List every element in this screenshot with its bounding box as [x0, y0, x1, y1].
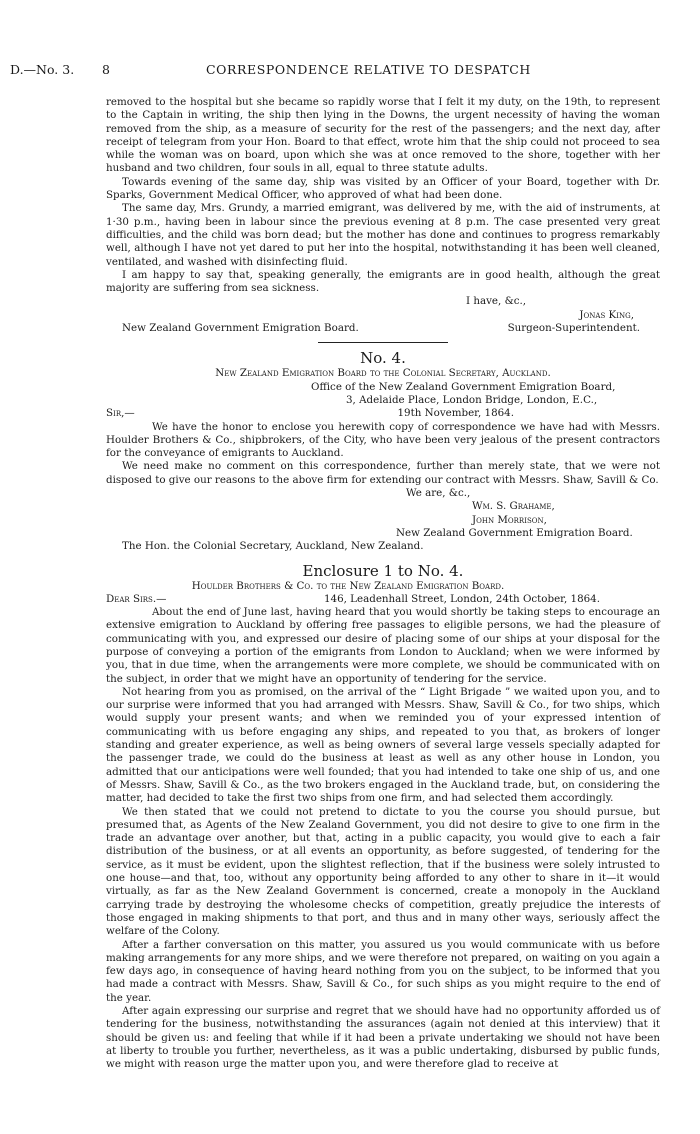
address-date: 146, Leadenhall Street, London, 24th October, 1864.: [323, 592, 600, 605]
paragraph: I am happy to say that, speaking generally, the emigrants are in good health, although the great majority are suffering from sea sickness.: [106, 268, 660, 295]
signature-name: Jonas King,: [579, 308, 634, 321]
section-divider: [318, 342, 448, 343]
recipient: New Zealand Government Emigration Board.: [122, 322, 359, 335]
paragraph: We have the honor to enclose you herewith copy of correspondence we have had with Messrs. Houlder Brothers & Co., shipbrokers, of the City, who have been very jealous of the present contractors for the conveyance of emigrants to Auckland.: [106, 420, 660, 460]
address-line: 3, Adelaide Place, London Bridge, London, E.C.,: [346, 393, 598, 406]
header-title: CORRESPONDENCE RELATIVE TO DESPATCH: [206, 62, 531, 77]
closing: I have, &c.,: [466, 295, 527, 308]
paragraph: After a farther conversation on this matter, you assured us you would communicate with us before making arrangements for any more ships, and we were therefore not prepared, on waiting on you again a few days ago, in consequence of having heard nothing from you on the subject, to be informed that you had made a contract with Messrs. Shaw, Savill & Co., for such ships as you might require to the end of the year.: [106, 938, 660, 1004]
signatory: Wm. S. Grahame,: [472, 500, 555, 513]
salutation: Sir,—: [106, 407, 135, 420]
salutation-date: [106, 593, 660, 606]
paragraph: The same day, Mrs. Grundy, a married emigrant, was delivered by me, with the aid of instruments, at 1·30 p.m., having been in labour since the previous evening at 8 p.m. The case presented very great difficulties, and the child was born dead; but the mother has done and continues to progress remarkably well, although I have not yet dared to put her into the hospital, notwithstanding it has been well cleaned, ventilated, and washed with disinfecting fluid.: [106, 202, 660, 268]
enclosure-from-to: Houlder Brothers & Co. to the New Zealand Emigration Board.: [191, 579, 505, 592]
page-number: 8: [102, 62, 110, 77]
signatory-organization: New Zealand Government Emigration Board.: [396, 526, 633, 539]
salutation: Dear Sirs.—: [106, 592, 167, 605]
paragraph: Towards evening of the same day, ship was visited by an Officer of your Board, together with Dr. Sparks, Government Medical Officer, who approved of what had been done.: [106, 175, 660, 202]
paragraph: After again expressing our surprise and regret that we should have had no opportunity afforded us of tendering for the business, notwithstanding the assurances (again not denied at this interview) that it should be given us: and feeling that while if it had been a private undertaking we should not have been at liberty to trouble you further, nevertheless, as it was a public undertaking, disbursed by public funds, we might with reason urge the matter upon you, and were therefore glad to receive at: [106, 1005, 660, 1071]
signature-title: Surgeon-Superintendent.: [507, 322, 640, 335]
paragraph: removed to the hospital but she became so rapidly worse that I felt it my duty, on the 19th, to represent to the Captain in writing, the ship then lying in the Downs, the urgent necessity of having the woman removed from the ship, as a measure of security for the rest of the passengers; and the next day, after receipt of telegram from your Hon. Board to that effect, wrote him that the ship could not proceed to sea while the woman was on board, upon which she was at once removed to the shore, together with her husband and two children, four souls in all, equal to three statute adults.: [106, 96, 660, 175]
signatory: John Morrison,: [472, 513, 547, 526]
closing: We are, &c.,: [406, 487, 471, 500]
letter-number: No. 4.: [360, 349, 406, 368]
document-reference: D.—No. 3.: [10, 62, 75, 77]
paragraph: We need make no comment on this correspondence, further than merely state, that we were not disposed to give our reasons to the above firm for extending our contract with Messrs. Shaw, Savill & Co.: [106, 460, 660, 486]
enclosure-title: Enclosure 1 to No. 4.: [302, 561, 464, 580]
letter-from-to: New Zealand Emigration Board to the Colonial Secretary, Auckland.: [215, 367, 551, 380]
signature-line: [106, 322, 660, 335]
paragraph: Not hearing from you as promised, on the arrival of the “ Light Brigade ” we waited upon you, and to our surprise were informed that you had arranged with Messrs. Shaw, Savill & Co., for two ships, which would supply your present wants; and when we reminded you of your expressed intention of communicating with us before engaging any ships, and repeated to you that, as brokers of longer standing and greater experience, as well as being owners of several large vessels specially adapted for the passenger trade, we could do the business at least as well as any other house in London, you admitted that our anticipations were well founded; that you had intended to take one ship of us, and one of Messrs. Shaw, Savill & Co., as the two brokers engaged in the Auckland trade, but, on considering the matter, had decided to take the first two ships from one firm, and had selected them accordingly.: [106, 685, 660, 805]
body-text: [106, 96, 660, 1071]
paragraph: We then stated that we could not pretend to dictate to you the course you should pursue, but presumed that, as Agents of the New Zealand Government, you did not desire to give to one firm in the trade an advantage over another, but that, acting in a public capacity, you would give to each a fair distribution of the business, or at all events an opportunity, as before suggested, of tendering for the service, as it must be evident, upon the slightest reflection, that if the business were solely intrusted to one house—and that, too, without any opportunity being afforded to any other to share in it—it would virtually, as far as the New Zealand Government is concerned, create a monopoly in the Auckland carrying trade by destroying the wholesome checks of competition, greatly prejudice the interests of those engaged in making shipments to that port, and thus and in many other ways, seriously affect the welfare of the Colony.: [106, 805, 660, 938]
address-line: Office of the New Zealand Government Emigration Board,: [311, 380, 616, 393]
paragraph: About the end of June last, having heard that you would shortly be taking steps to encourage an extensive emigration to Auckland by offering free passages to eligible persons, we had the pleasure of communicating with you, and expressed our desire of placing some of our ships at your disposal for the purpose of conveying a portion of the emigrants from London to Auckland; when we were informed by you, that in due time, when the arrangements were more complete, we should be communicated with on the subject, in order that we might have an opportunity of tendering for the service.: [106, 606, 660, 685]
salutation-date: [106, 407, 660, 420]
letter-date: 19th November, 1864.: [397, 407, 514, 420]
recipient: The Hon. the Colonial Secretary, Auckland, New Zealand.: [122, 540, 424, 553]
